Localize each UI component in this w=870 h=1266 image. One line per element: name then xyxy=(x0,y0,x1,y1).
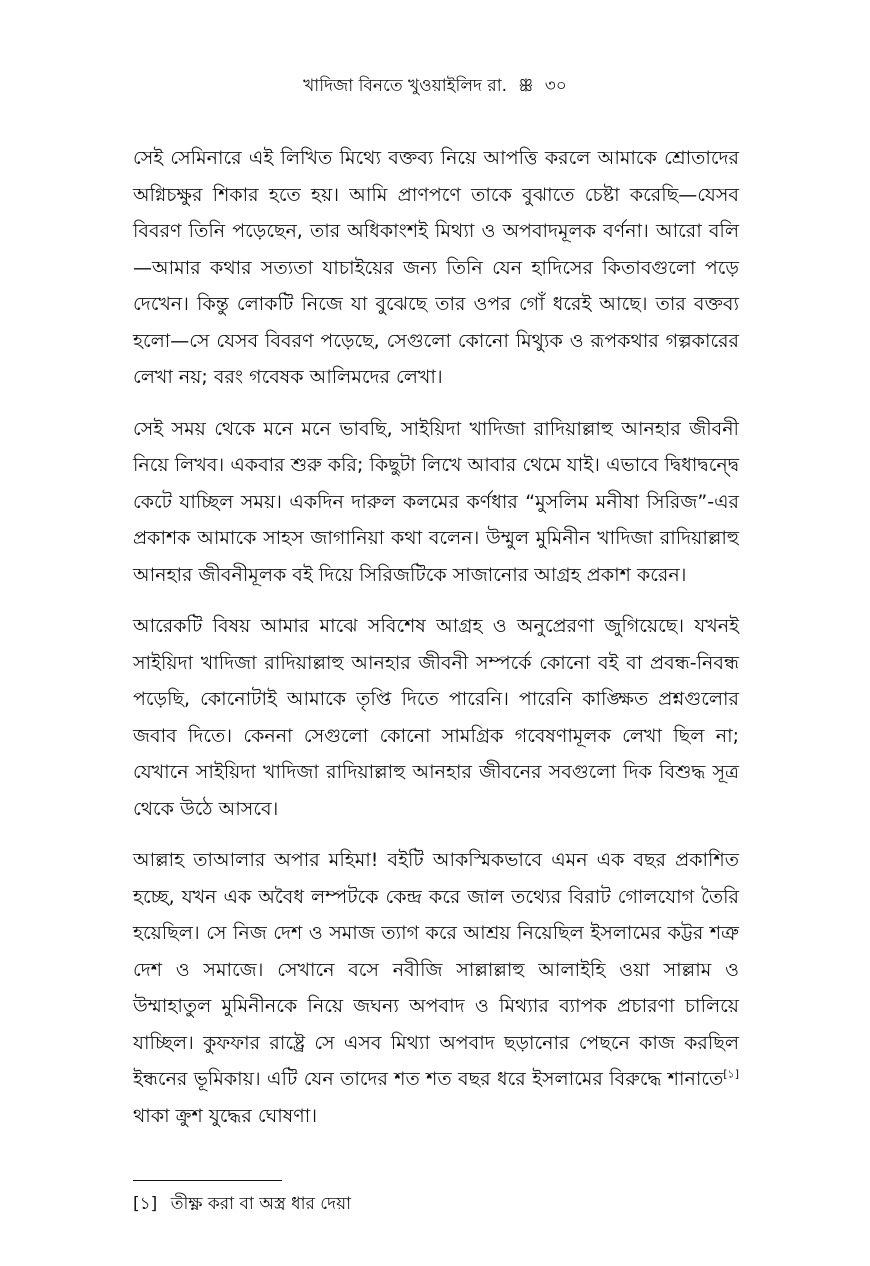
paragraph-2: সেই সময় থেকে মনে মনে ভাবছি, সাইয়িদা খাদিজা রাদিয়াল্লাহু আনহার জীবনী নিয়ে লিখব। একবার শুরু করি; কিছুটা লিখে আবার থেমে যাই। এভাবে দ্বিধাদ্বন্দ্বে কেটে যাচ্ছিল সময়। একদিন দারুল কলমের কর্ণধার “মুসলিম মনীষা সিরিজ”-এর প্রকাশক আমাকে সাহস জাগানিয়া কথা বলেন। উম্মুল মুমিনীন খাদিজা রাদিয়াল্লাহু আনহার জীবনীমূলক বই দিয়ে সিরিজটিকে সাজানোর আগ্রহ প্রকাশ করেন। xyxy=(133,417,739,586)
footnote-marker: [১] xyxy=(133,1194,158,1214)
footnote-divider xyxy=(133,1180,282,1181)
page-number: ৩০ xyxy=(544,76,567,96)
footnote xyxy=(133,1192,739,1216)
running-header xyxy=(0,74,870,98)
paragraph-4-tail: থাকা ক্রুশ যুদ্ধের ঘোষণা। xyxy=(133,1104,318,1127)
body-text xyxy=(133,140,739,1149)
running-title: খাদিজা বিনতে খুওয়াইলিদ রা. xyxy=(303,76,508,96)
paragraph-3: আরেকটি বিষয় আমার মাঝে সবিশেষ আগ্রহ ও অনুপ্রেরণা জুগিয়েছে। যখনই সাইয়িদা খাদিজা রাদিয়াল্লাহু আনহার জীবনী সম্পর্কে কোনো বই বা প্রবন্ধ-নিবন্ধ পড়েছি, কোনোটাই আমাকে তৃপ্তি দিতে পারেনি। পারেনি কাঙ্ক্ষিত প্রশ্নগুলোর জবাব দিতে। কেননা সেগুলো কোনো সামগ্রিক গবেষণামূলক লেখা ছিল না; যেখানে সাইয়িদা খাদিজা রাদিয়াল্লাহু আনহার জীবনের সবগুলো দিক বিশুদ্ধ সূত্র থেকে উঠে আসবে। xyxy=(133,615,739,820)
header-ornament-icon: ꕥ xyxy=(518,76,534,95)
footnote-text: তীক্ষ্ণ করা বা অস্ত্র ধার দেয়া xyxy=(170,1194,352,1214)
paragraph-4-text: আল্লাহ তাআলার অপার মহিমা! বইটি আকস্মিকভাবে এমন এক বছর প্রকাশিত হচ্ছে, যখন এক অবৈধ লম্পটকে কেন্দ্র করে জাল তথ্যের বিরাট গোলযোগ তৈরি হয়েছিল। সে নিজ দেশ ও সমাজ ত্যাগ করে আশ্রয় নিয়েছিল ইসলামের কট্টর শত্রু দেশ ও সমাজে। সেখানে বসে নবীজি সাল্লাল্লাহু আলাইহি ওয়া সাল্লাম ও উম্মাহাতুল মুমিনীনকে নিয়ে জঘন্য অপবাদ ও মিথ্যার ব্যাপক প্রচারণা চালিয়ে যাচ্ছিল। কুফফার রাষ্ট্রে সে এসব মিথ্যা অপবাদ ছড়ানোর পেছনে কাজ করছিল ইন্ধনের ভূমিকায়। এটি যেন তাদের শত শত বছর ধরে ইসলামের বিরুদ্ধে শানাতে xyxy=(133,849,739,1090)
paragraph-4 xyxy=(133,842,739,1134)
footnote-reference[interactable]: [১] xyxy=(723,1067,739,1081)
paragraph-1: সেই সেমিনারে এই লিখিত মিথ্যে বক্তব্য নিয়ে আপত্তি করলে আমাকে শ্রোতাদের অগ্নিচক্ষুর শিকার হতে হয়। আমি প্রাণপণে তাকে বুঝাতে চেষ্টা করেছি—যেসব বিবরণ তিনি পড়েছেন, তার অধিকাংশই মিথ্যা ও অপবাদমূলক বর্ণনা। আরো বলি—আমার কথার সত্যতা যাচাইয়ের জন্য তিনি যেন হাদিসের কিতাবগুলো পড়ে দেখেন। কিন্তু লোকটি নিজে যা বুঝেছে তার ওপর গোঁ ধরেই আছে। তার বক্তব্য হলো—সে যেসব বিবরণ পড়েছে, সেগুলো কোনো মিথ্যুক ও রূপকথার গল্পকারের লেখা নয়; বরং গবেষক আলিমদের লেখা। xyxy=(133,147,739,388)
